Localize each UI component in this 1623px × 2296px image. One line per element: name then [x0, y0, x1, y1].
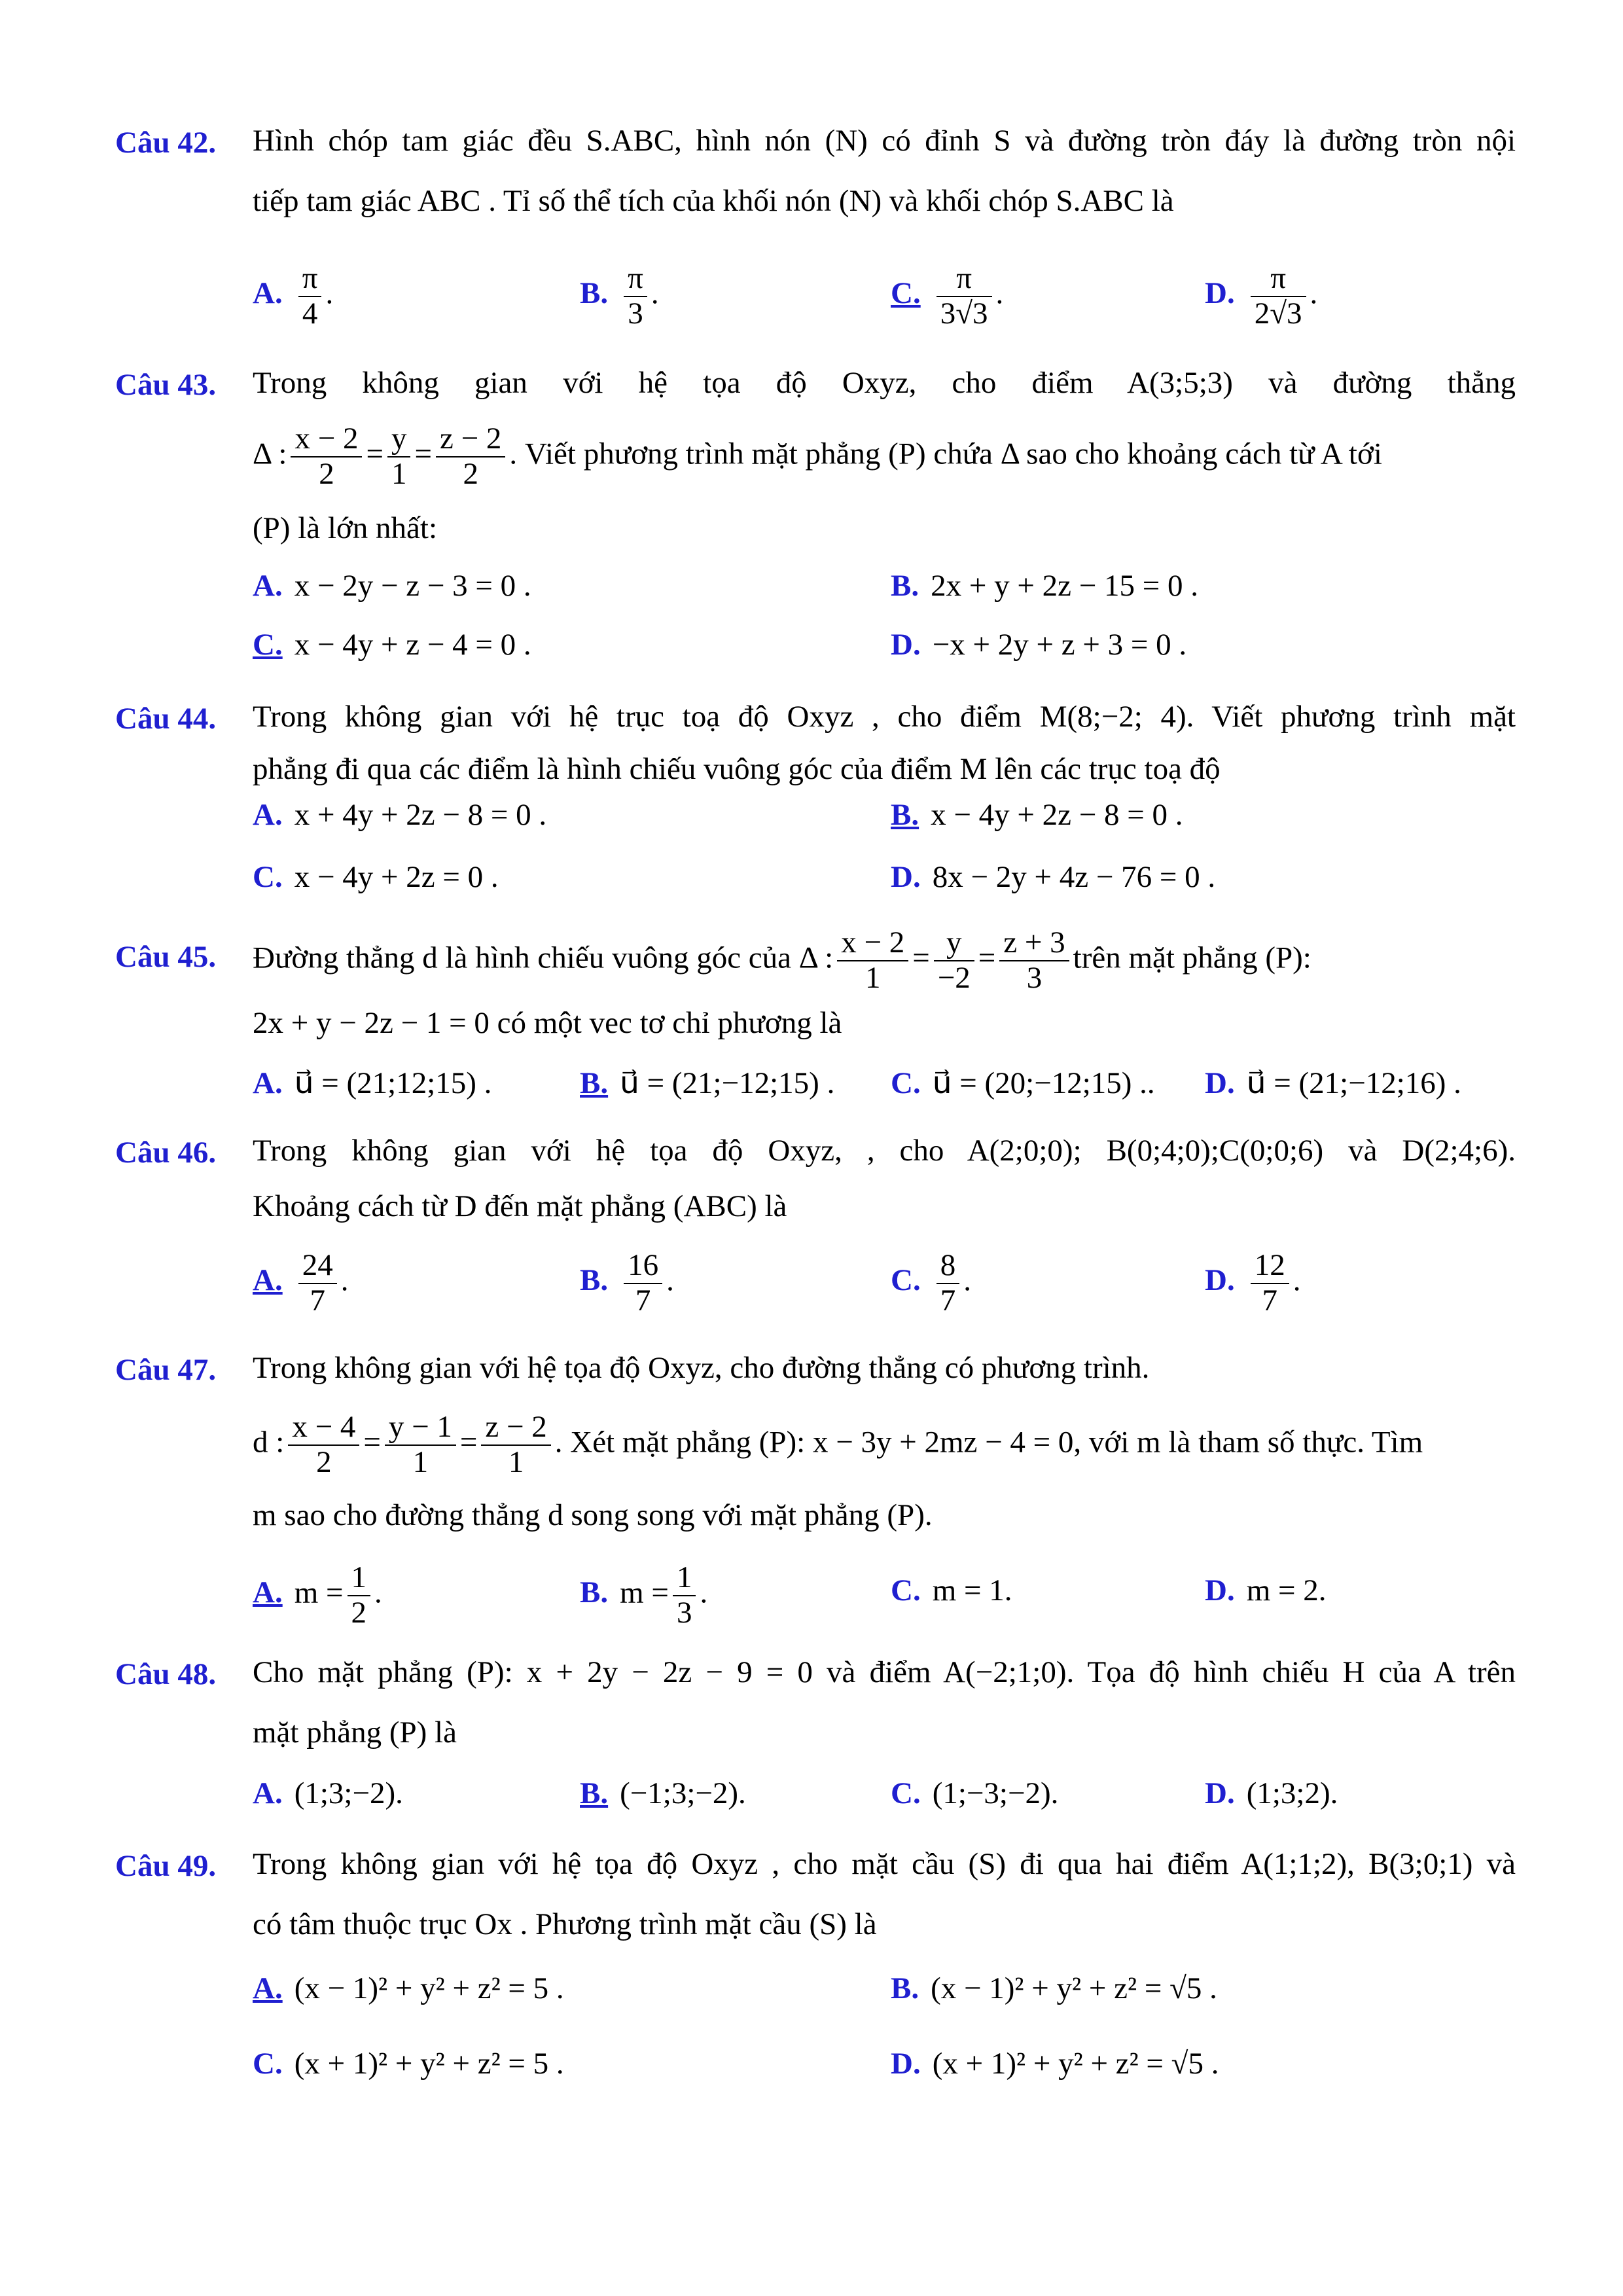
question-text-line: Khoảng cách từ D đến mặt phẳng (ABC) là [253, 1189, 787, 1223]
option-d[interactable]: D. u⃗ = (21;−12;16) . [1205, 1066, 1461, 1100]
question-number: Câu 48. [115, 1657, 217, 1691]
option-a[interactable]: A. u⃗ = (21;12;15) . [253, 1066, 492, 1100]
option-d[interactable]: D. (1;3;2). [1205, 1776, 1338, 1810]
question-number: Câu 43. [115, 368, 217, 402]
option-b[interactable]: B. (x − 1)² + y² + z² = √5 . [891, 1971, 1217, 2005]
option-d[interactable]: D. (x + 1)² + y² + z² = √5 . [891, 2047, 1219, 2081]
option-c[interactable]: C. m = 1. [891, 1573, 1012, 1607]
question-text-line: tiếp tam giác ABC . Tỉ số thể tích của khối nón (N) và khối chóp S.ABC là [253, 184, 1174, 218]
option-c[interactable]: C. $\frac{8}{7}$ . [891, 1248, 971, 1318]
option-a[interactable]: A. x − 2y − z − 3 = 0 . [253, 569, 531, 603]
option-d[interactable]: D. m = 2. [1205, 1573, 1327, 1607]
question-number: Câu 42. [115, 126, 217, 160]
option-d[interactable]: D. 8x − 2y + 4z − 76 = 0 . [891, 860, 1216, 894]
question-equation-line: Δ : $\frac{x - 2}{2}$ = $\frac{y}{1}$ = $\frac{z - 2}{2}$ . Viết phương trình mặt phẳng (P) chứa Δ sao cho khoảng cách từ A tới [253, 422, 1382, 491]
option-c[interactable]: C. u⃗ = (20;−12;15) .. [891, 1066, 1155, 1100]
question-text-line: Cho mặt phẳng (P): x + 2y − 2z − 9 = 0 và điểm A(−2;1;0). Tọa độ hình chiếu H của A trên [253, 1655, 1516, 1689]
question-equation-line: d : $\frac{x - 4}{2}$ = $\frac{y - 1}{1}$ = $\frac{z - 2}{1}$ . Xét mặt phẳng (P): x − 3y + 2mz − 4 = 0, với m là tham số thực. Tìm [253, 1410, 1423, 1479]
question-text-line: phẳng đi qua các điểm là hình chiếu vuông góc của điểm M lên các trục toạ độ [253, 752, 1221, 786]
question-text-line: Trong không gian với hệ tọa độ Oxyz, cho điểm A(3;5;3) và đường thẳng [253, 366, 1516, 400]
option-a[interactable]: A. x + 4y + 2z − 8 = 0 . [253, 798, 547, 832]
question-number: Câu 47. [115, 1353, 217, 1387]
fraction: $\frac{\pi}{4}$ [298, 262, 322, 331]
option-a[interactable]: A. (1;3;−2). [253, 1776, 403, 1810]
fraction: $\frac{\pi}{3√3}$ [936, 262, 992, 331]
option-a[interactable]: A. (x − 1)² + y² + z² = 5 . [253, 1971, 564, 2005]
question-number: Câu 44. [115, 702, 217, 736]
option-c[interactable]: C. $\frac{\pi}{3√3}$ . [891, 261, 1004, 331]
question-text-line: có tâm thuộc trục Ox . Phương trình mặt cầu (S) là [253, 1907, 877, 1941]
option-d[interactable]: D. $\frac{\pi}{2√3}$ . [1205, 261, 1318, 331]
question-text-line: mặt phẳng (P) là [253, 1715, 457, 1749]
option-b[interactable]: B. (−1;3;−2). [580, 1776, 746, 1810]
question-text-line: Trong không gian với hệ tọa độ Oxyz , cho mặt cầu (S) đi qua hai điểm A(1;1;2), B(3;0;1) và [253, 1847, 1516, 1881]
option-b[interactable]: B. 2x + y + 2z − 15 = 0 . [891, 569, 1198, 603]
fraction: $\frac{\pi}{2√3}$ [1251, 262, 1306, 331]
option-d[interactable]: D. $\frac{12}{7}$ . [1205, 1248, 1301, 1318]
fraction: $\frac{\pi}{3}$ [624, 262, 647, 331]
option-a[interactable]: A. $\frac{24}{7}$ . [253, 1248, 349, 1318]
option-d[interactable]: D. −x + 2y + z + 3 = 0 . [891, 628, 1187, 662]
option-b[interactable]: B. m = $\frac{1}{3}$ . [580, 1560, 708, 1630]
option-b[interactable]: B. $\frac{16}{7}$ . [580, 1248, 674, 1318]
option-c[interactable]: C. (x + 1)² + y² + z² = 5 . [253, 2047, 564, 2081]
question-text-line: Trong không gian với hệ tọa độ Oxyz, cho đường thẳng có phương trình. [253, 1351, 1150, 1385]
option-a[interactable]: A. m = $\frac{1}{2}$ . [253, 1560, 382, 1630]
option-a[interactable]: A. $\frac{\pi}{4}$ . [253, 261, 334, 331]
option-label: A. [253, 276, 283, 311]
option-c[interactable]: C. x − 4y + z − 4 = 0 . [253, 628, 531, 662]
question-text-line: Trong không gian với hệ tọa độ Oxyz, , cho A(2;0;0); B(0;4;0);C(0;0;6) và D(2;4;6). [253, 1134, 1516, 1168]
option-b[interactable]: B. $\frac{\pi}{3}$ . [580, 261, 659, 331]
question-number: Câu 45. [115, 940, 217, 974]
question-text-line: 2x + y − 2z − 1 = 0 có một vec tơ chỉ phương là [253, 1006, 842, 1040]
option-c[interactable]: C. x − 4y + 2z = 0 . [253, 860, 499, 894]
question-number: Câu 46. [115, 1136, 217, 1170]
question-text-line: Hình chóp tam giác đều S.ABC, hình nón (N) có đỉnh S và đường tròn đáy là đường tròn nội [253, 124, 1516, 158]
question-equation-line: Đường thẳng d là hình chiếu vuông góc của Δ : $\frac{x - 2}{1}$ = $\frac{y}{-2}$ = $\frac{z + 3}{3}$ trên mặt phẳng (P): [253, 925, 1311, 995]
option-b[interactable]: B. x − 4y + 2z − 8 = 0 . [891, 798, 1183, 832]
option-b[interactable]: B. u⃗ = (21;−12;15) . [580, 1066, 835, 1100]
option-c[interactable]: C. (1;−3;−2). [891, 1776, 1059, 1810]
option-label: C. [891, 276, 921, 311]
question-text-line: m sao cho đường thẳng d song song với mặt phẳng (P). [253, 1498, 933, 1532]
option-label: D. [1205, 276, 1235, 311]
question-text-line: (P) là lớn nhất: [253, 511, 437, 545]
question-text-line: Trong không gian với hệ trục toạ độ Oxyz , cho điểm M(8;−2; 4). Viết phương trình mặt [253, 700, 1516, 734]
option-label: B. [580, 276, 609, 311]
question-number: Câu 49. [115, 1849, 217, 1883]
